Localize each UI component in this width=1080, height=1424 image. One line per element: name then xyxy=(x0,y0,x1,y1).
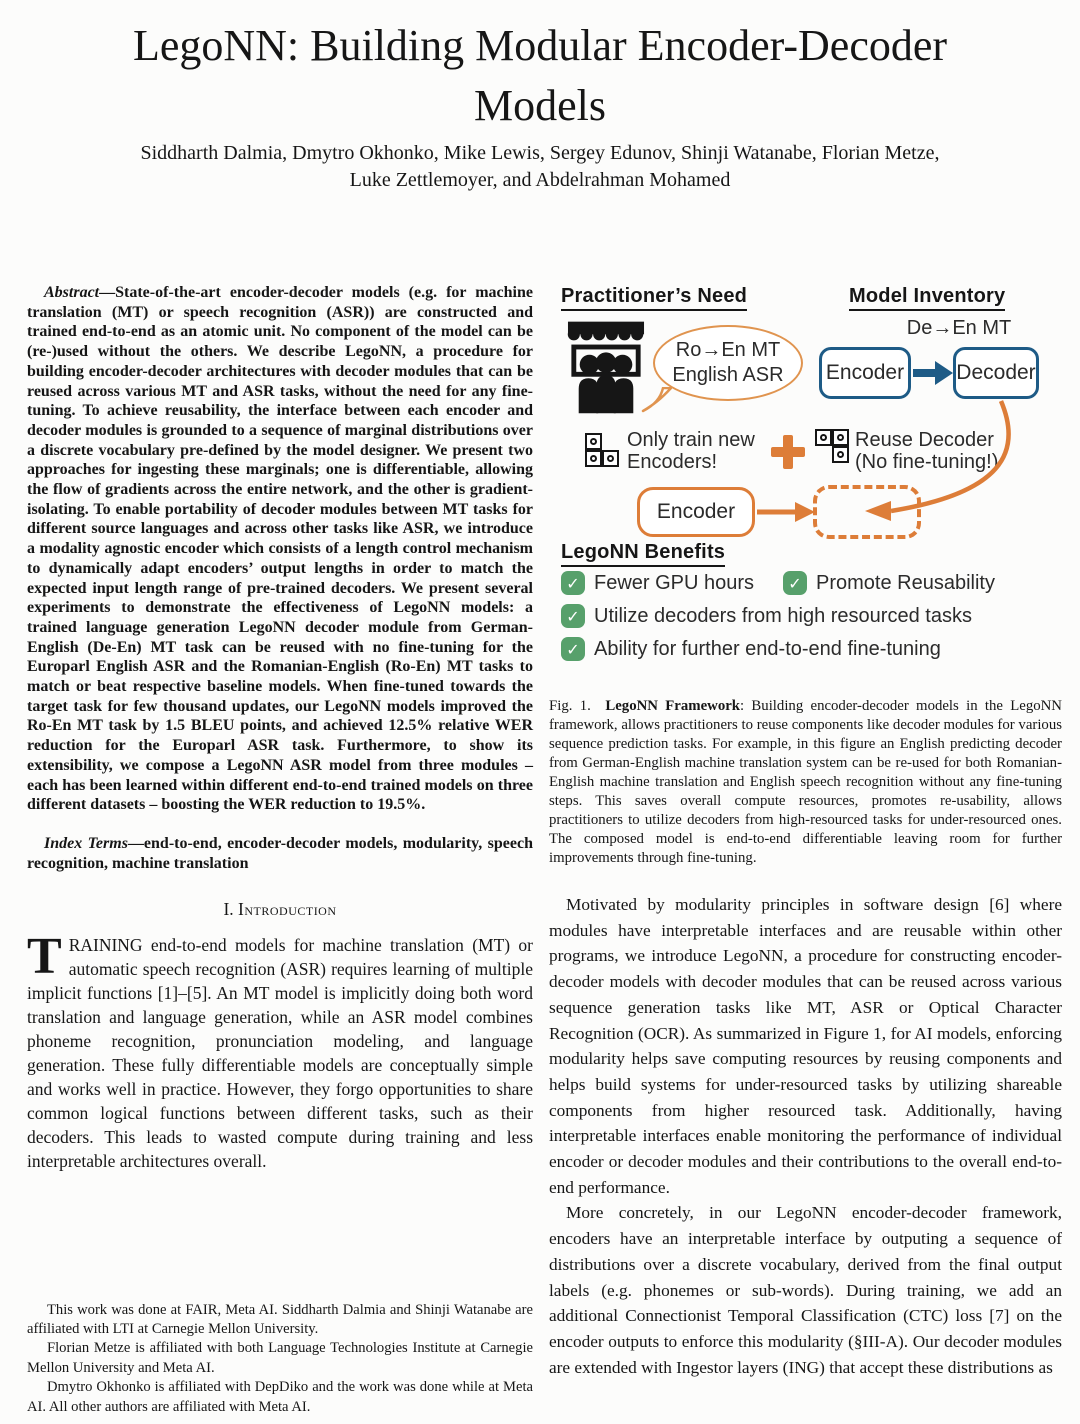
benefit-item xyxy=(783,571,995,595)
benefit-item xyxy=(561,604,972,628)
benefit-item xyxy=(561,571,754,595)
benefit-item xyxy=(561,637,941,661)
left-column xyxy=(27,283,533,1419)
check-icon: ✓ xyxy=(561,637,585,661)
decoder-reuse-curved-arrow-icon xyxy=(865,401,1009,521)
body-paragraph-1: Motivated by modularity principles in software design [6] where modules have interpretable interfaces and are reusable within other programs, we introduce LegoNN, a procedure for constructing encoder-decoder models with decoder modules that can be reused across various sequence generation tasks like MT, ASR or Optical Character Recognition (OCR). As summarized in Figure 1, for AI models, enforcing modularity helps save computing resources by reusing components and helps build systems for under-resourced tasks by utilizing shareable components from higher resourced task. Additionally, having interpretable interfaces enable monitoring the performance of individual encoder or decoder modules and their contributions to the overall end-to-end performance. xyxy=(549,895,1062,1197)
bubble-task-1: Ro→En MT xyxy=(675,339,781,361)
paper-title-line1: LegoNN: Building Modular Encoder-Decoder xyxy=(132,21,948,70)
benefit-label: Utilize decoders from high resourced tasks xyxy=(594,604,972,627)
footnote-3: Dmytro Okhonko is affiliated with DepDiko and the work was done while at Meta AI. All other authors are affiliated with Meta AI. xyxy=(27,1379,533,1415)
train-new-encoders-text: Only train new Encoders! xyxy=(627,429,755,473)
inventory-task-label: De→En MT xyxy=(906,317,1012,339)
footnote-2: Florian Metze is affiliated with both Language Technologies Institute at Carnegie Mellon University and Meta AI. xyxy=(27,1340,533,1376)
section-title: Introduction xyxy=(238,899,337,920)
introduction-text: RAINING end-to-end models for machine translation (MT) or automatic speech recognition (ASR) requires learning of multiple implicit functions [1]–[5]. An MT model is implicitly doing both word translation and language generation, while an ASR model combines phoneme recognition, pronunciation modeling, and language generation. These fully differentiable models are conceptually simple and works well in practice. However, they forgo opportunities to share common logical functions between different tasks, such as their decoders. This leads to wasted compute during training and less interpretable architectures overall. xyxy=(27,935,533,1172)
caption-text: : Building encoder-decoder models in the LegoNN framework, allows practitioners to reuse components like decoder modules for various sequence prediction tasks. For example, in this figure an English predicting decoder from German-English machine translation system can be re-used for both Romanian-English machine translation and English speech recognition without any fine-tuning steps. This saves overall compute resources, promotes re-usability, allows practitioners to utilize decoders from high-resourced tasks for under-resourced ones. The composed model is end-to-end differentiable leaving room for further improvements through fine-tuning. xyxy=(549,698,1062,866)
index-terms-text: —end-to-end, encoder-decoder models, modularity, speech recognition, machine translation xyxy=(27,834,533,872)
authors-line2: Luke Zettlemoyer, and Abdelrahman Mohamed xyxy=(349,169,731,191)
new-encoder-box: Encoder xyxy=(637,487,755,537)
bubble-task-2: English ASR xyxy=(672,364,784,386)
benefit-label: Promote Reusability xyxy=(816,571,995,594)
check-icon: ✓ xyxy=(783,571,807,595)
abstract-text: —State-of-the-art encoder-decoder models (e.g. for machine translation (MT) or speech recognition (ASR)) are constructed and trained end-to-end as an atomic unit. No component of the model can be (re-)used without the others. We describe LegoNN, a procedure for building encoder-decoder architectures with decoder modules that can be reused across various MT and ASR tasks, without the need for any fine-tuning. To achieve reusability, the interface between each encoder and decoder modules is grounded to a sequence of marginal distributions over a discrete vocabulary pre-defined by the model designer. We present two approaches for ingesting these marginals; one is differentiable, allowing the flow of gradients across the entire network, and the other is gradient-isolating. To enable portability of decoder modules between MT tasks for different source languages and across other tasks like ASR, we introduce a modality agnostic encoder which consists of a length control mechanism to dynamically adapt encoders’ output lengths in order to match the expected input length range of pre-trained decoders. We present several experiments to demonstrate the effectiveness of LegoNN models: a trained language generation LegoNN decoder module from German-English (De-En) MT task can be reused with no fine-tuning for the Europarl English ASR and the Romanian-English (Ro-En) MT tasks to match or beat respective baseline models. When fine-tuned towards the target task for few thousand updates, our LegoNN models improved the Ro-En MT task by 1.5 BLEU points, and achieved 12.5% relative WER reduction for the Europarl ASR task. Furthermore, to show its extensibility, we compose a LegoNN ASR model from three modules – each has been learned within different end-to-end trained models on three different datasets – boosting the WER reduction to 19.5%. xyxy=(27,284,533,814)
figure-caption xyxy=(549,697,1062,868)
index-terms-paragraph xyxy=(27,834,533,873)
introduction-paragraph xyxy=(27,928,533,1173)
footnote-1: This work was done at FAIR, Meta AI. Siddharth Dalmia and Shinji Watanabe are affiliated with LTI at Carnegie Mellon University. xyxy=(27,1301,533,1337)
drop-cap: T xyxy=(27,928,62,986)
abstract-paragraph xyxy=(27,283,533,815)
check-icon: ✓ xyxy=(561,571,585,595)
caption-prefix: Fig. 1. xyxy=(549,698,591,714)
body-paragraph-2: More concretely, in our LegoNN encoder-decoder framework, encoders have an interpretable interface by outputing a sequence of distributions over a discrete vocabulary, derived from the final output labels (e.g. phonemes or sub-words). During training, we add an additional Connectionist Temporal Classification (CTC) loss [7] on the encoder outputs to enforce this modularity (§III-A). Our decoder modules are extended with Ingestor layers (ING) that accept these distributions as xyxy=(549,1203,1062,1377)
benefits-heading: LegoNN Benefits xyxy=(561,541,725,567)
figure-1 xyxy=(549,283,1062,683)
encoder-to-decoder-arrow-icon xyxy=(913,361,953,385)
index-terms-label: Index Terms xyxy=(44,834,128,852)
right-column xyxy=(549,283,1062,1419)
reuse-decoder-text: Reuse Decoder (No fine-tuning!) xyxy=(855,429,999,473)
encoder-to-slot-arrow-icon xyxy=(757,502,815,522)
caption-bold: LegoNN Framework xyxy=(605,698,741,714)
inventory-decoder-box: Decoder xyxy=(953,347,1039,399)
practitioners-need-header: Practitioner’s Need xyxy=(561,285,747,311)
model-inventory-header: Model Inventory xyxy=(849,285,1005,311)
abstract-label: Abstract xyxy=(44,284,100,301)
benefit-label: Ability for further end-to-end fine-tuning xyxy=(594,637,941,660)
section-heading-introduction xyxy=(27,899,533,920)
paper-title-line2: Models xyxy=(474,81,606,130)
section-number: I. xyxy=(223,899,234,920)
benefit-label: Fewer GPU hours xyxy=(594,571,755,594)
authors-line1: Siddharth Dalmia, Dmytro Okhonko, Mike Lewis, Sergey Edunov, Shinji Watanabe, Florian Metze, xyxy=(140,142,940,164)
check-icon: ✓ xyxy=(561,604,585,628)
footnotes xyxy=(27,1301,533,1417)
inventory-encoder-box: Encoder xyxy=(819,347,911,399)
